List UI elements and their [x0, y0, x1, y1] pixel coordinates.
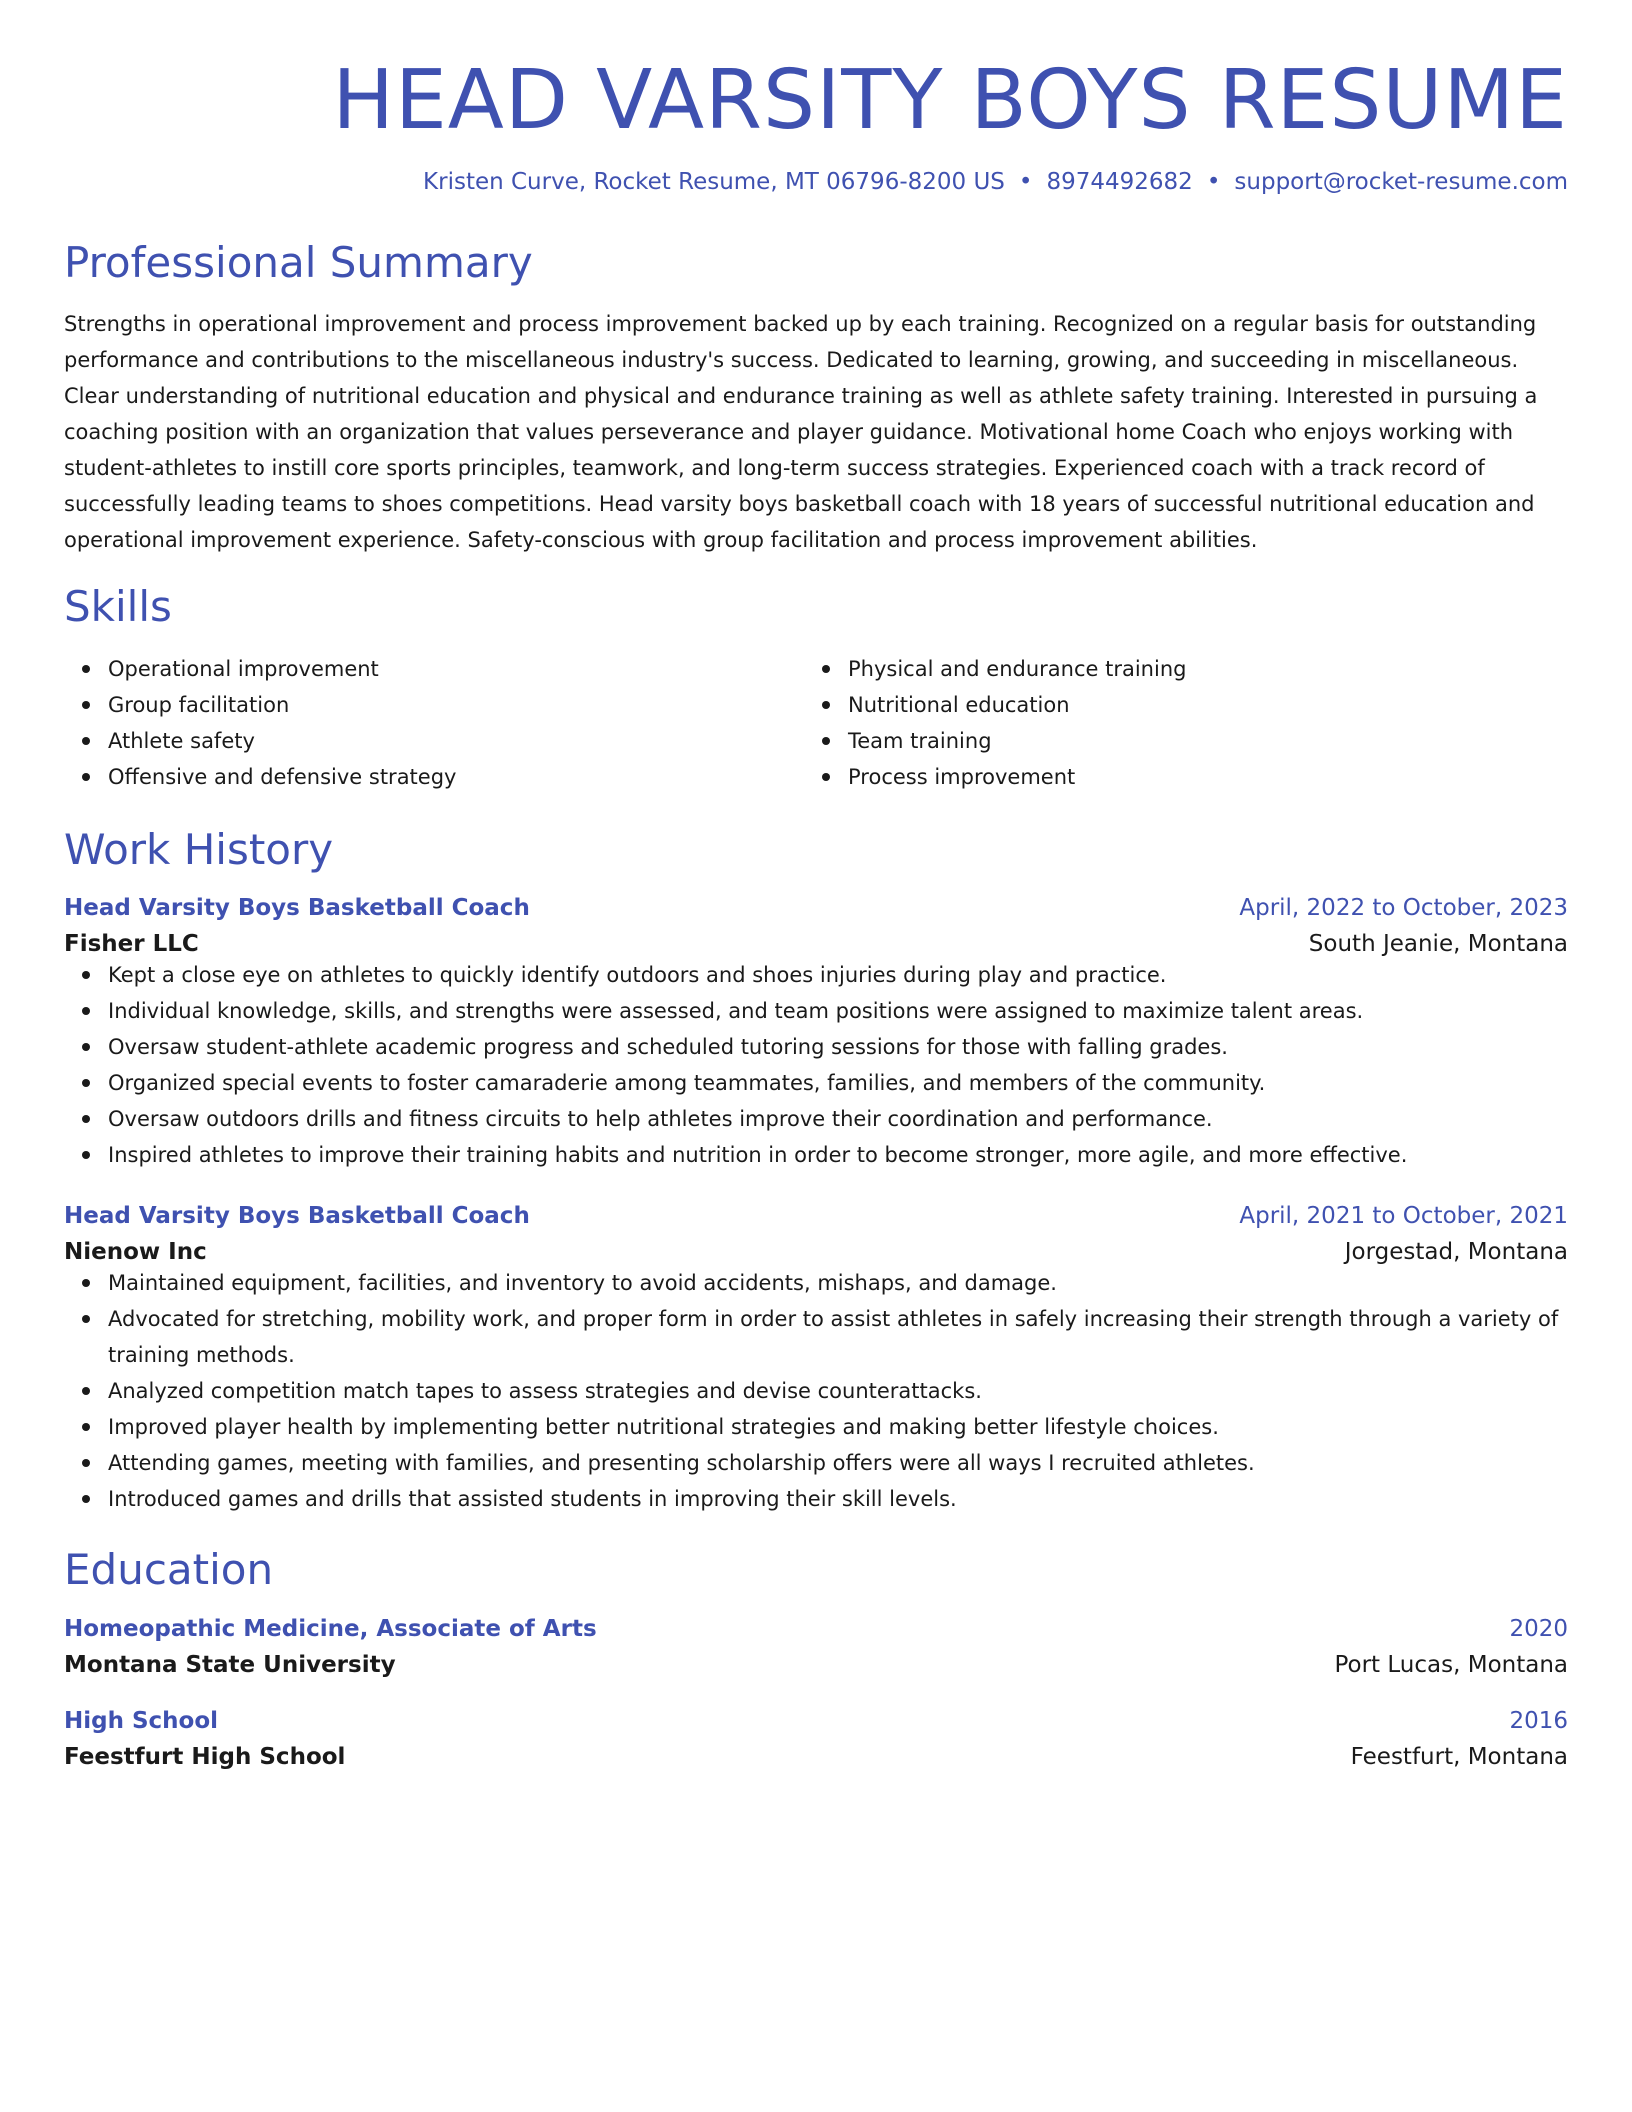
job-entry — [64, 1203, 1568, 1517]
contact-separator: • — [1018, 169, 1033, 196]
degree-row — [64, 1616, 1568, 1642]
skill-item: Operational improvement — [108, 651, 804, 687]
skill-item: Nutritional education — [848, 687, 1544, 723]
job-bullet: Oversaw student-athlete academic progress and scheduled tutoring sessions for those with falling grades. — [108, 1029, 1568, 1065]
education-heading: Education — [64, 1545, 274, 1595]
job-bullet: Advocated for stretching, mobility work, and proper form in order to assist athletes in safely increasing their strength through a variety of training methods. — [108, 1301, 1568, 1373]
contact-address: Kristen Curve, Rocket Resume, MT 06796-8200 US — [423, 169, 1005, 196]
skill-item: Offensive and defensive strategy — [108, 759, 804, 795]
job-location: Jorgestad, Montana — [1344, 1239, 1568, 1266]
job-bullet: Kept a close eye on athletes to quickly identify outdoors and shoes injuries during play and practice. — [108, 957, 1568, 993]
company-row — [64, 931, 1568, 957]
school-row — [64, 1744, 1568, 1770]
skills-list-left — [64, 651, 804, 795]
job-title-row — [64, 895, 1568, 921]
job-bullet: Inspired athletes to improve their training habits and nutrition in order to become stronger, more agile, and more effective. — [108, 1137, 1568, 1173]
job-location: South Jeanie, Montana — [1308, 931, 1568, 958]
job-title: Head Varsity Boys Basketball Coach — [64, 1203, 530, 1230]
school-name: Feestfurt High School — [64, 1743, 346, 1770]
school-name: Montana State University — [64, 1651, 396, 1678]
job-dates: April, 2022 to October, 2023 — [1239, 895, 1568, 922]
skill-item: Physical and endurance training — [848, 651, 1544, 687]
skills-grid — [64, 651, 1568, 795]
job-title: Head Varsity Boys Basketball Coach — [64, 895, 530, 922]
job-bullet: Maintained equipment, facilities, and inventory to avoid accidents, mishaps, and damage. — [108, 1265, 1568, 1301]
graduation-year: 2016 — [1509, 1707, 1568, 1734]
job-entry — [64, 895, 1568, 1173]
skills-heading: Skills — [64, 582, 172, 632]
job-bullet: Oversaw outdoors drills and fitness circuits to help athletes improve their coordination and performance. — [108, 1101, 1568, 1137]
company-row — [64, 1239, 1568, 1265]
resume-title: HEAD VARSITY BOYS RESUME — [332, 53, 1568, 148]
education-entry — [64, 1708, 1568, 1770]
job-dates: April, 2021 to October, 2021 — [1239, 1203, 1568, 1230]
summary-heading: Professional Summary — [64, 238, 533, 288]
job-bullet: Introduced games and drills that assisted students in improving their skill levels. — [108, 1481, 1568, 1517]
job-bullet: Organized special events to foster camaraderie among teammates, families, and members of the community. — [108, 1065, 1568, 1101]
company-name: Fisher LLC — [64, 931, 199, 958]
contact-phone: 8974492682 — [1046, 169, 1193, 196]
school-location: Feestfurt, Montana — [1350, 1743, 1568, 1770]
education-entry — [64, 1616, 1568, 1678]
job-bullets — [64, 957, 1568, 1173]
company-name: Nienow Inc — [64, 1239, 207, 1266]
job-bullets — [64, 1265, 1568, 1517]
degree-name: High School — [64, 1707, 219, 1734]
skill-item: Group facilitation — [108, 687, 804, 723]
job-bullet: Improved player health by implementing better nutritional strategies and making better lifestyle choices. — [108, 1409, 1568, 1445]
degree-name: Homeopathic Medicine, Associate of Arts — [64, 1615, 597, 1642]
job-title-row — [64, 1203, 1568, 1229]
summary-text: Strengths in operational improvement and process improvement backed up by each training. Recognized on a regular basis for outstanding performance and contributions to the miscellaneous industry's success. Dedicated to learning, growing, and succeeding in miscellaneous. Clear understanding of nutritional education and physical and endurance training as well as athlete safety training. Interested in pursuing a coaching position with an organization that values perseverance and player guidance. Motivational home Coach who enjoys working with student-athletes to instill core sports principles, teamwork, and long-term success strategies. Experienced coach with a track record of successfully leading teams to shoes competitions. Head varsity boys basketball coach with 18 years of successful nutritional education and operational improvement experience. Safety-conscious with group facilitation and process improvement abilities. — [64, 312, 1538, 553]
skill-item: Athlete safety — [108, 723, 804, 759]
work-history-heading: Work History — [64, 824, 334, 874]
contact-email: support@rocket-resume.com — [1234, 169, 1568, 196]
skill-item: Process improvement — [848, 759, 1544, 795]
contact-line — [64, 168, 1568, 198]
school-location: Port Lucas, Montana — [1334, 1651, 1568, 1678]
job-bullet: Attending games, meeting with families, and presenting scholarship offers were all ways I recruited athletes. — [108, 1445, 1568, 1481]
degree-row — [64, 1708, 1568, 1734]
job-bullet: Analyzed competition match tapes to assess strategies and devise counterattacks. — [108, 1373, 1568, 1409]
graduation-year: 2020 — [1509, 1615, 1568, 1642]
skill-item: Team training — [848, 723, 1544, 759]
school-row — [64, 1652, 1568, 1678]
contact-separator: • — [1206, 169, 1221, 196]
skills-list-right — [804, 651, 1544, 795]
job-bullet: Individual knowledge, skills, and strengths were assessed, and team positions were assigned to maximize talent areas. — [108, 993, 1568, 1029]
